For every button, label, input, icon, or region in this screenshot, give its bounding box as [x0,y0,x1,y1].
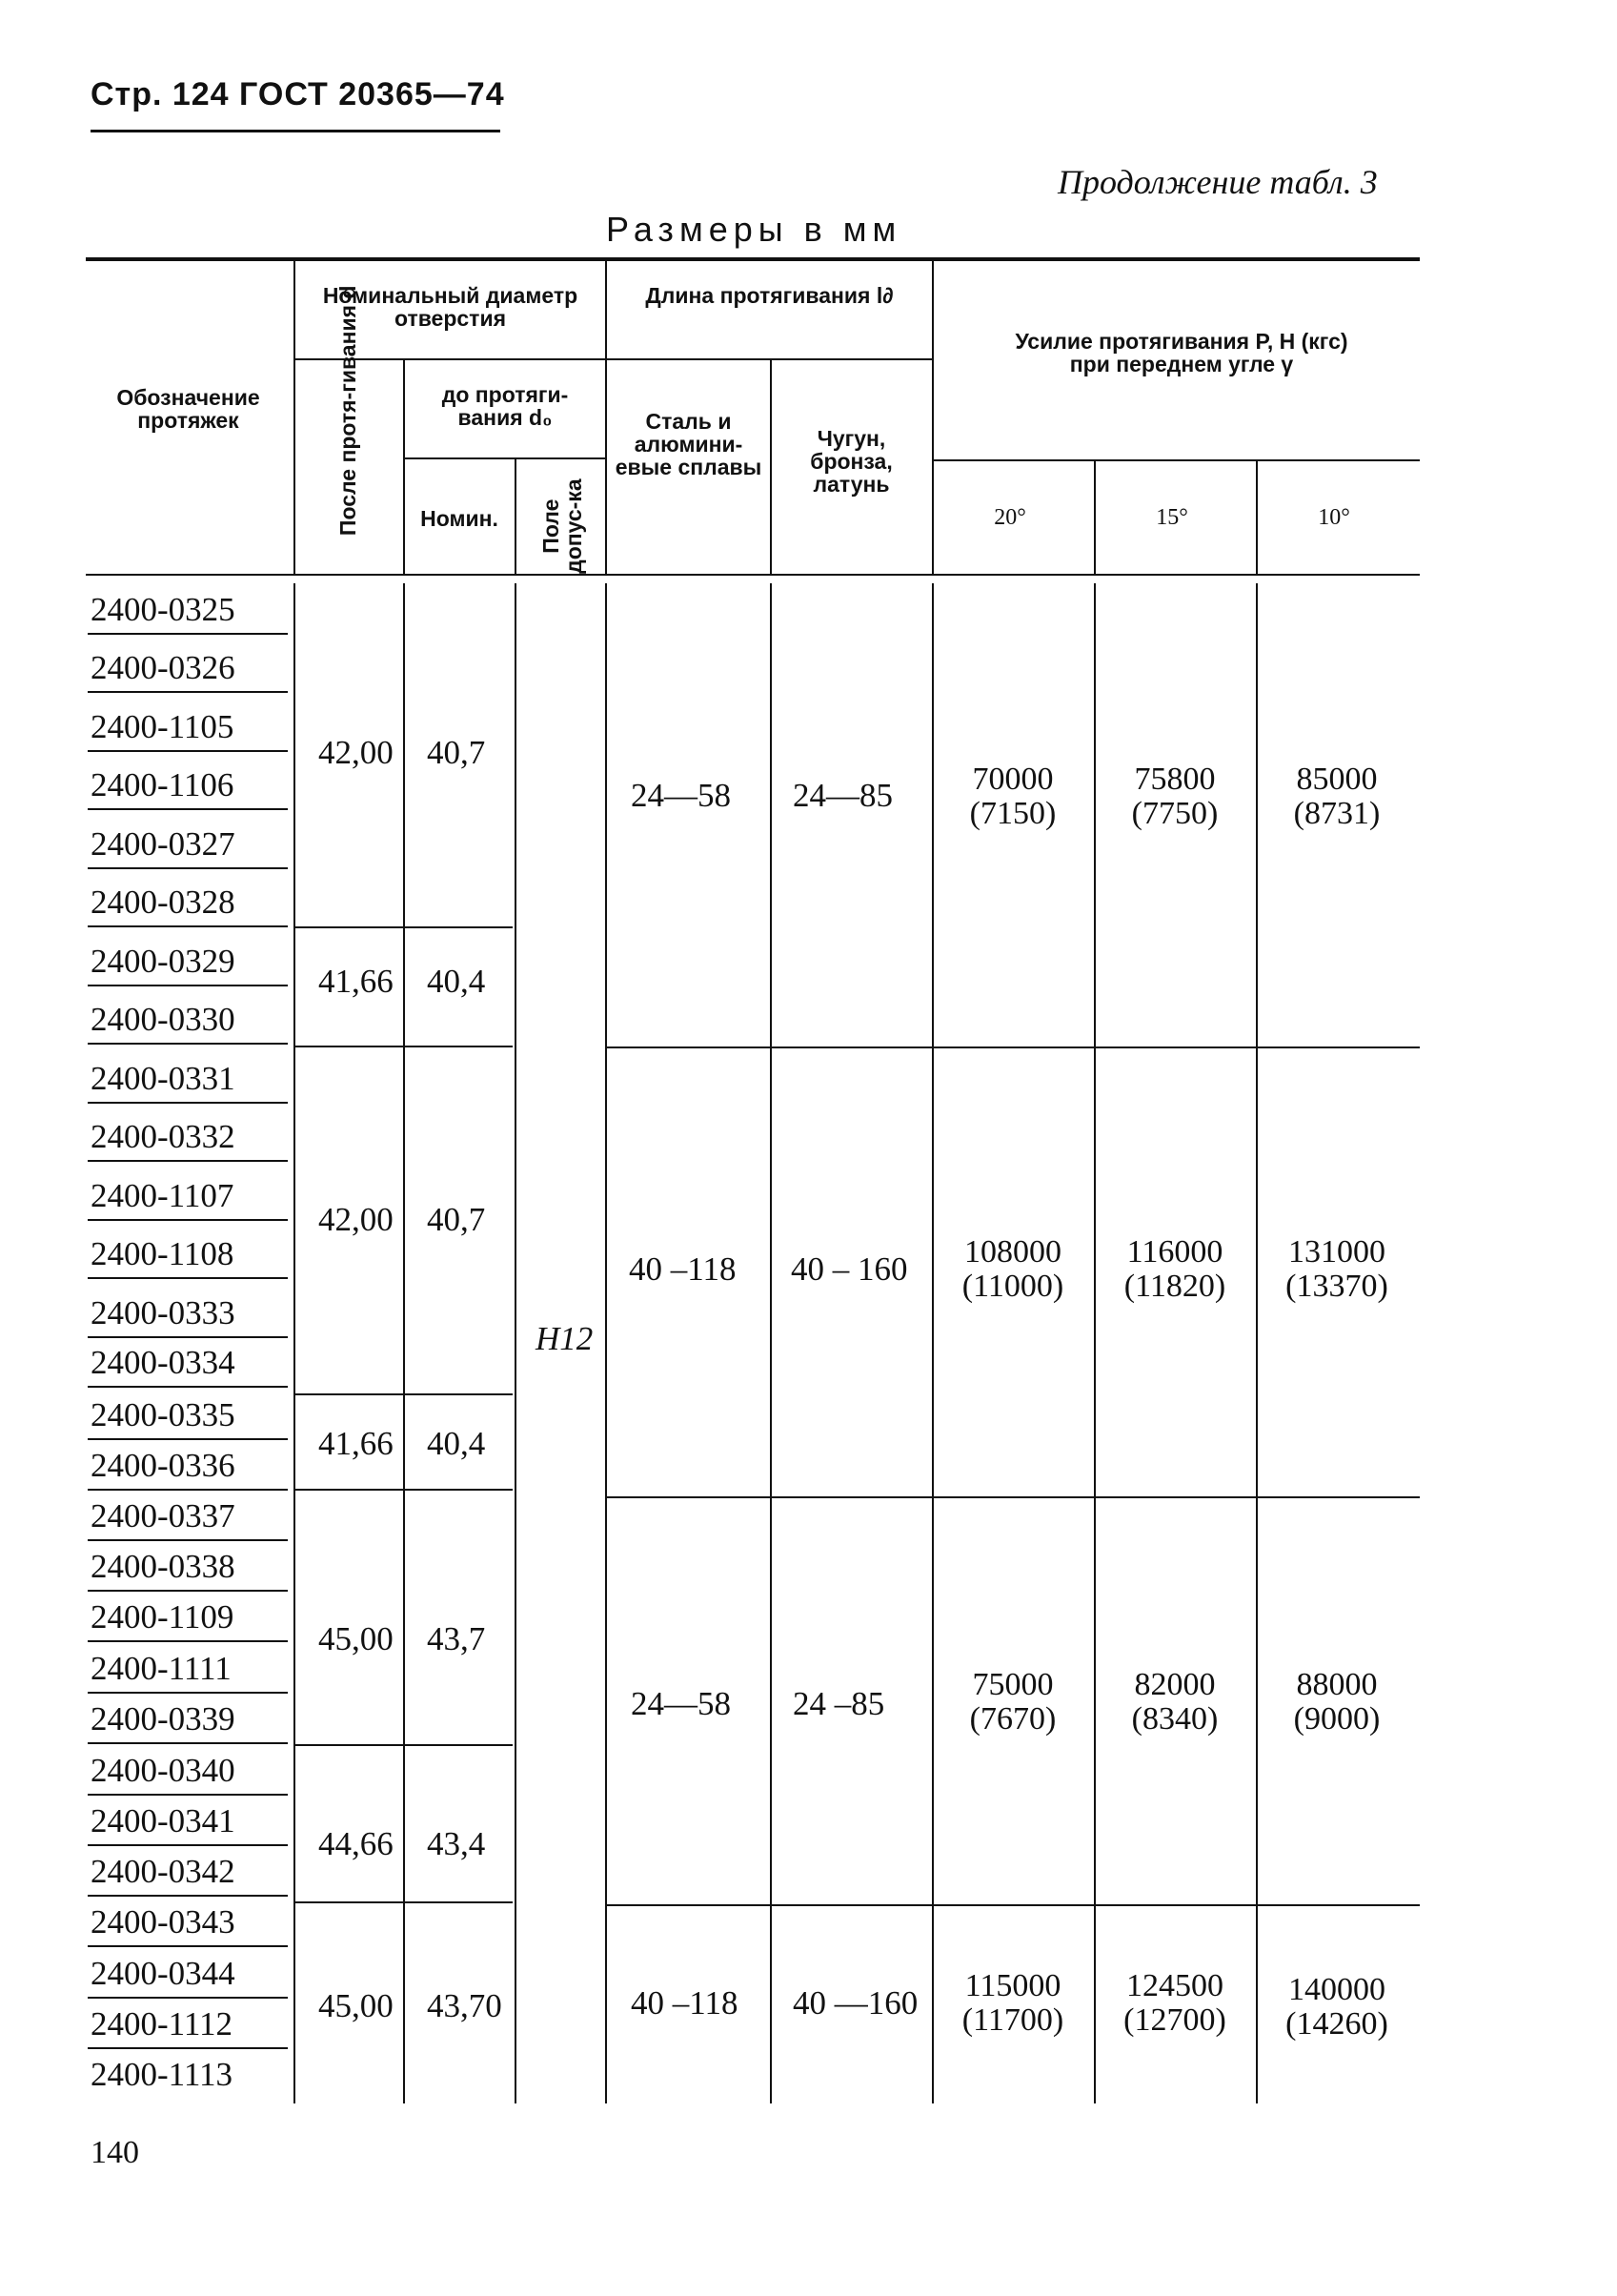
tolerance-value: H12 [536,1320,594,1357]
header-broach-length: Длина протягивания l∂ [645,283,894,308]
diameter-before: 40,4 [427,963,486,1000]
diameter-after: 41,66 [318,963,394,1000]
designation-code: 2400-0344 [91,1955,235,1992]
column-divider [293,583,295,2103]
header-divider [403,457,605,459]
code-underline [88,1043,288,1045]
column-divider [515,583,516,2103]
force-20: 70000 (7150) [969,762,1057,831]
diameter-after: 45,00 [318,1620,394,1657]
column-divider [770,583,772,2103]
length-steel: 40 –118 [629,1250,737,1288]
column-divider [1094,583,1096,2103]
code-underline [88,750,288,752]
header-designation: Обозначение протяжек [116,385,260,434]
force-15: 116000 (11820) [1123,1234,1226,1304]
force-10: 88000 (9000) [1293,1667,1381,1737]
designation-code: 2400-0334 [91,1344,235,1381]
diameter-before: 43,7 [427,1620,486,1657]
code-underline [88,1219,288,1221]
block-separator [295,1489,513,1491]
code-underline [88,925,288,927]
force-15: 75800 (7750) [1131,762,1219,831]
force-20: 75000 (7670) [969,1667,1057,1737]
diameter-before: 40,7 [427,734,486,771]
block-separator [295,926,513,928]
diameter-before: 43,70 [427,1987,502,2024]
block-separator [295,1393,513,1395]
column-divider [403,583,405,2103]
column-divider [1256,583,1258,2103]
code-underline [88,1590,288,1592]
page-number: 140 [91,2135,139,2170]
force-15: 82000 (8340) [1131,1667,1219,1737]
code-underline [88,1692,288,1694]
group-separator [607,1904,1420,1906]
code-underline [88,691,288,693]
designation-code: 2400-0343 [91,1903,235,1940]
angle-10: 10° [1318,505,1350,530]
designation-code: 2400-0326 [91,649,235,686]
angle-20: 20° [994,505,1026,530]
table-top-rule [86,257,1420,261]
header-tolerance: Поле допус-ка [537,478,586,574]
code-underline [88,633,288,635]
designation-code: 2400-1111 [91,1650,232,1687]
designation-code: 2400-0338 [91,1548,235,1585]
code-underline [88,1844,288,1846]
code-underline [88,1997,288,1999]
designation-code: 2400-0329 [91,943,235,980]
block-separator [295,1744,513,1746]
header-divider [515,457,516,574]
force-10: 140000 (14260) [1285,1972,1388,2042]
code-underline [88,1640,288,1642]
code-underline [88,1386,288,1388]
designation-code: 2400-0327 [91,825,235,863]
diameter-before: 40,4 [427,1425,486,1462]
header-bottom-rule [86,574,1420,576]
block-separator [295,1046,513,1047]
designation-code: 2400-0330 [91,1001,235,1038]
code-underline [88,808,288,810]
diameter-after: 45,00 [318,1987,394,2024]
length-steel: 24—58 [631,1685,731,1722]
page-header: Стр. 124 ГОСТ 20365—74 [91,76,505,112]
code-underline [88,1277,288,1279]
code-underline [88,1895,288,1897]
group-separator [607,1496,1420,1498]
designation-code: 2400-1107 [91,1177,234,1214]
length-steel: 24—58 [631,777,731,814]
header-divider [605,358,932,360]
designation-code: 2400-0340 [91,1752,235,1789]
diameter-after: 42,00 [318,734,394,771]
diameter-after: 41,66 [318,1425,394,1462]
designation-code: 2400-0325 [91,591,235,628]
code-underline [88,1438,288,1440]
header-after-broaching: После протя-гивания d [334,285,360,537]
length-iron: 24 –85 [793,1685,885,1722]
group-separator [607,1046,1420,1048]
diameter-after: 44,66 [318,1825,394,1862]
designation-code: 2400-1106 [91,766,234,803]
designation-code: 2400-0333 [91,1294,235,1331]
designation-code: 2400-0339 [91,1700,235,1737]
code-underline [88,1160,288,1162]
diameter-after: 42,00 [318,1201,394,1238]
force-10: 85000 (8731) [1293,762,1381,831]
column-divider [932,583,934,2103]
force-20: 108000 (11000) [961,1234,1064,1304]
designation-code: 2400-0335 [91,1396,235,1433]
designation-code: 2400-0331 [91,1060,235,1097]
designation-code: 2400-1105 [91,708,234,745]
code-underline [88,2047,288,2049]
length-iron: 40 —160 [793,1984,919,2022]
column-divider [605,583,607,2103]
designation-code: 2400-1108 [91,1235,234,1272]
header-divider [403,360,405,574]
code-underline [88,1742,288,1744]
code-underline [88,1945,288,1947]
header-nominal-diameter: Номинальный диаметр отверстия [322,283,578,332]
header-force: Усилие протягивания P, Н (кгс) при переднем угле γ [1015,329,1348,377]
header-divider [770,360,772,574]
code-underline [88,1539,288,1541]
designation-code: 2400-0342 [91,1853,235,1890]
designation-code: 2400-0336 [91,1447,235,1484]
code-underline [88,1336,288,1338]
designation-code: 2400-0337 [91,1497,235,1534]
force-20: 115000 (11700) [961,1968,1064,2038]
header-nominal: Номин. [420,506,498,531]
diameter-before: 43,4 [427,1825,486,1862]
designation-code: 2400-0328 [91,884,235,921]
header-steel: Сталь и алюмини-евые сплавы [615,409,762,480]
code-underline [88,867,288,869]
units-caption: Размеры в мм [606,210,902,249]
designation-code: 2400-1113 [91,2056,233,2093]
designation-code: 2400-0341 [91,1802,235,1839]
force-15: 124500 (12700) [1123,1968,1226,2038]
designation-code: 2400-1109 [91,1598,234,1636]
designation-code: 2400-0332 [91,1118,235,1155]
code-underline [88,1794,288,1796]
code-underline [88,1489,288,1491]
diameter-before: 40,7 [427,1201,486,1238]
force-10: 131000 (13370) [1285,1234,1388,1304]
block-separator [295,1901,513,1903]
header-cast-iron: Чугун, бронза, латунь [810,426,893,498]
length-steel: 40 –118 [631,1984,738,2022]
angle-15: 15° [1156,505,1188,530]
table-continuation: Продолжение табл. 3 [1058,163,1378,201]
header-divider [932,459,1420,461]
length-iron: 24—85 [793,777,893,814]
code-underline [88,985,288,986]
header-divider [605,259,607,574]
header-rule [91,130,500,132]
length-iron: 40 – 160 [791,1250,908,1288]
header-before-broaching: до протяги-вания d₀ [441,382,569,431]
code-underline [88,1102,288,1104]
designation-code: 2400-1112 [91,2005,233,2042]
